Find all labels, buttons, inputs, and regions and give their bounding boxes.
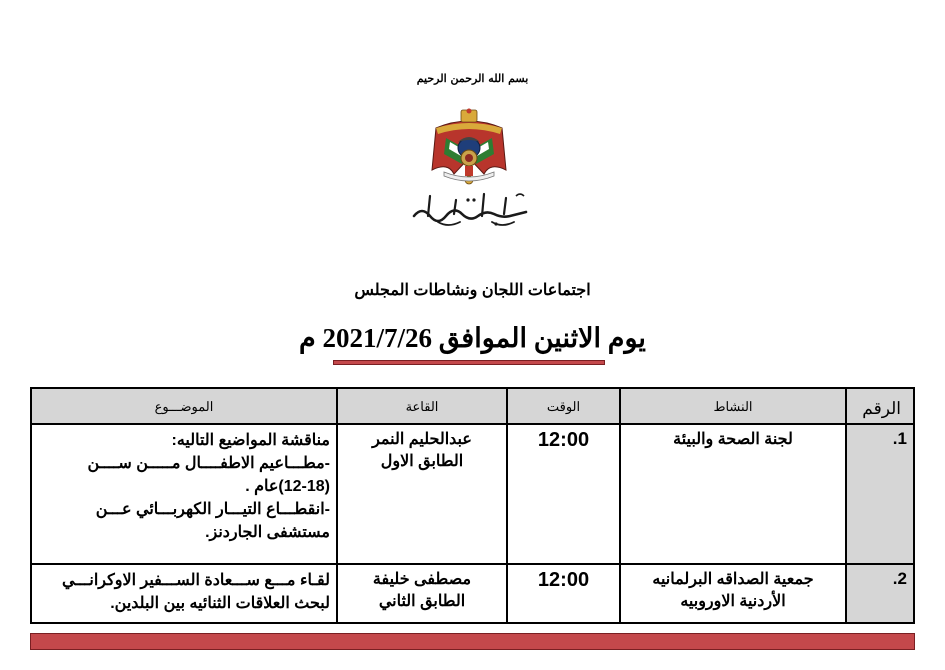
header-activity: النشاط [620, 388, 846, 424]
row-hall [337, 564, 507, 623]
document-title: اجتماعات اللجان ونشاطات المجلس [354, 282, 591, 299]
header-hall: القاعة [337, 388, 507, 424]
topic-line: لقـاء مـــع ســـعادة الســـفير الاوكرانـــي [62, 572, 330, 590]
topic-line: -انقطـــاع التيـــار الكهربـــائي عـــن [95, 501, 330, 518]
basmala: بسم الله الرحمن الرحيم [416, 72, 529, 85]
table-row [31, 564, 914, 623]
topic-line: مناقشة المواضيع التاليه: [171, 432, 330, 449]
hall-name: عبدالحليم النمر [372, 431, 472, 448]
row-time: 12:00 [507, 564, 620, 623]
topic-line: (12-18)عام . [245, 478, 330, 495]
row-activity [620, 564, 846, 623]
header-number: الرقم [846, 388, 914, 424]
row-number: 1. [846, 424, 914, 564]
row-topic [31, 564, 337, 623]
hall-name: مصطفى خليفة [372, 571, 472, 589]
row-time: 12:00 [507, 424, 620, 564]
coat-of-arms-icon [428, 108, 510, 186]
topic-line: مستشفى الجاردنز. [205, 524, 330, 541]
table-header-row [31, 388, 914, 424]
row-activity: لجنة الصحة والبيئة [620, 424, 846, 564]
row-number: 2. [846, 564, 914, 623]
topic-line: لبحث العلاقات الثنائيه بين البلدين. [110, 595, 330, 613]
hall-floor: الطابق الثاني [378, 593, 466, 611]
hall-floor: الطابق الاول [380, 453, 464, 470]
header-time: الوقت [507, 388, 620, 424]
parliament-logo [408, 186, 532, 228]
schedule-table [30, 387, 915, 624]
row-topic [31, 424, 337, 564]
activity-line: جمعية الصداقه البرلمانيه [652, 571, 814, 589]
header-topic: الموضـــوع [31, 388, 337, 424]
date-underline [333, 360, 605, 365]
document-date: يوم الاثنين الموافق 2021/7/26 م [299, 323, 646, 353]
footer-bar [30, 633, 915, 650]
topic-line: -مطـــاعيم الاطفــــال مـــــن ســــن [87, 455, 330, 472]
table-row [31, 424, 914, 564]
row-hall [337, 424, 507, 564]
activity-line: الأردنية الاوروبيه [680, 593, 786, 611]
